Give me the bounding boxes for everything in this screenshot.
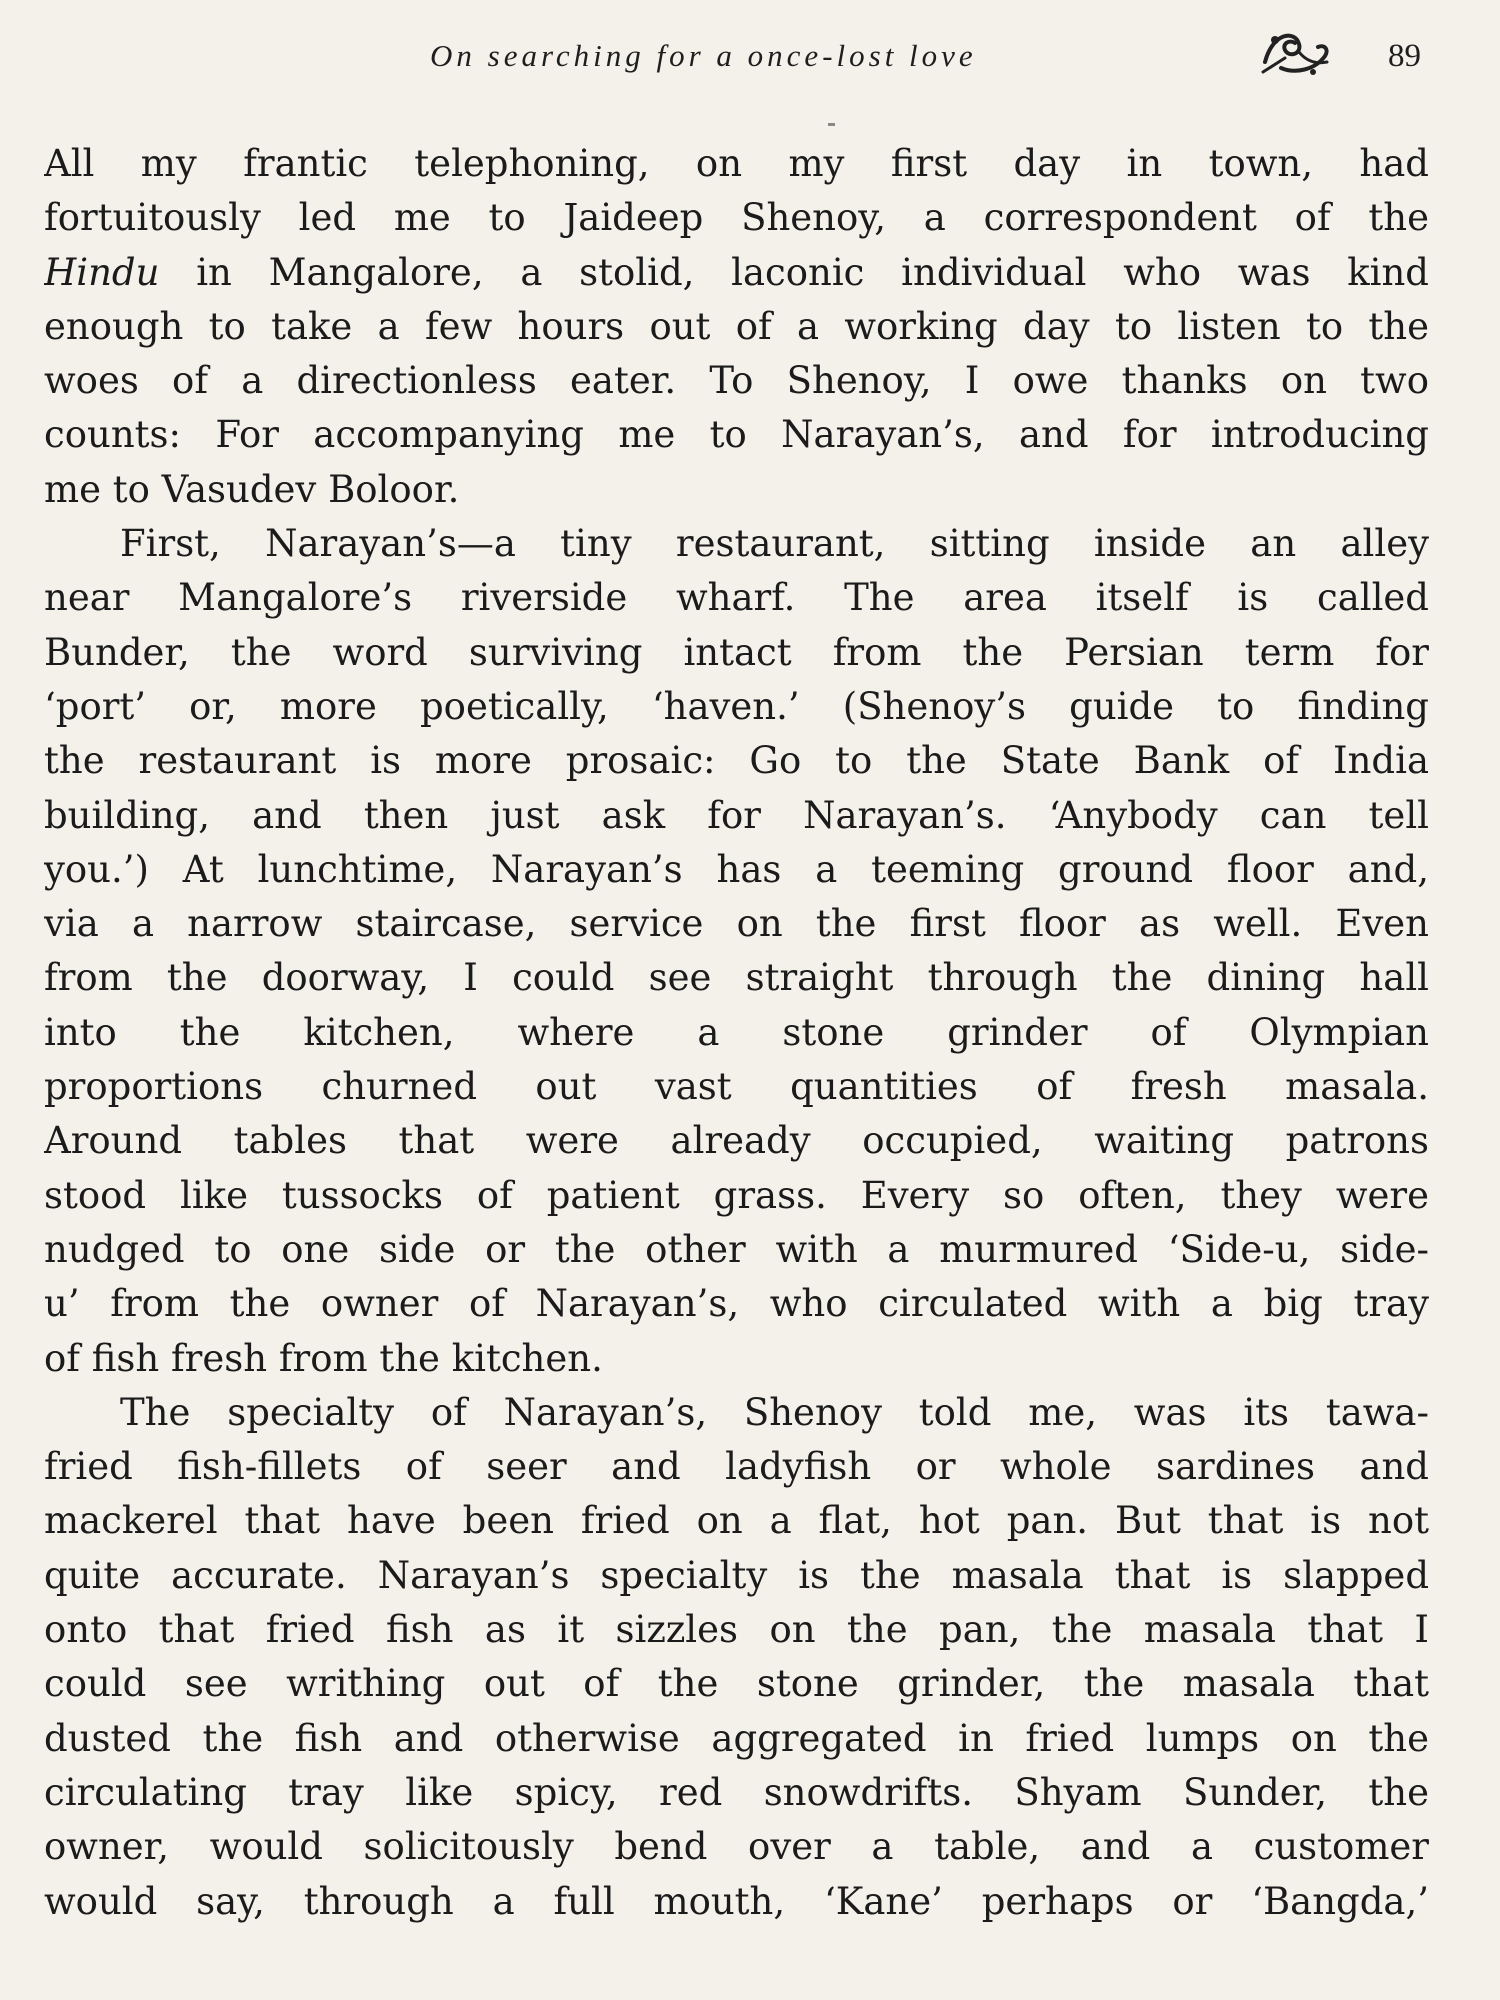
text-line: enough to take a few hours out of a working day to listen to the bbox=[44, 304, 1429, 348]
text-line: proportions churned out vast quantities of fresh masala. bbox=[44, 1065, 1429, 1109]
text-line: via a narrow staircase, service on the first floor as well. Even bbox=[44, 902, 1429, 946]
text-line: could see writhing out of the stone grinder, the masala that bbox=[44, 1662, 1429, 1706]
text-line: woes of a directionless eater. To Shenoy, I owe thanks on two bbox=[44, 359, 1429, 403]
text-line: fortuitously led me to Jaideep Shenoy, a correspondent of the bbox=[44, 196, 1429, 240]
text-line: u’ from the owner of Narayan’s, who circulated with a big tray bbox=[44, 1282, 1429, 1326]
text-line: onto that fried fish as it sizzles on the pan, the masala that I bbox=[44, 1608, 1429, 1652]
text-line: Around tables that were already occupied, waiting patrons bbox=[44, 1119, 1429, 1163]
text-line: building, and then just ask for Narayan’s. ‘Anybody can tell bbox=[44, 793, 1429, 837]
print-mark bbox=[828, 123, 835, 126]
text-line: dusted the fish and otherwise aggregated in fried lumps on the bbox=[44, 1716, 1429, 1760]
running-title: On searching for a once-lost love bbox=[430, 38, 977, 73]
text-line: you.’) At lunchtime, Narayan’s has a teeming ground floor and, bbox=[44, 847, 1429, 891]
text-line: near Mangalore’s riverside wharf. The area itself is called bbox=[44, 576, 1429, 620]
text-line: nudged to one side or the other with a murmured ‘Side-u, side- bbox=[44, 1227, 1429, 1271]
text-line: of fish fresh from the kitchen. bbox=[44, 1336, 603, 1380]
text-line: would say, through a full mouth, ‘Kane’ perhaps or ‘Bangda,’ bbox=[44, 1879, 1429, 1923]
text-line: circulating tray like spicy, red snowdrifts. Shyam Sunder, the bbox=[44, 1770, 1429, 1814]
italic-title: Hindu bbox=[44, 250, 160, 294]
text-line: The specialty of Narayan’s, Shenoy told me, was its tawa- bbox=[120, 1390, 1429, 1434]
text-line: quite accurate. Narayan’s specialty is the masala that is slapped bbox=[44, 1553, 1429, 1597]
text-line: ‘port’ or, more poetically, ‘haven.’ (Shenoy’s guide to finding bbox=[44, 684, 1429, 728]
text-line: me to Vasudev Boloor. bbox=[44, 467, 460, 511]
text-line: All my frantic telephoning, on my first day in town, had bbox=[44, 142, 1429, 185]
text-line: counts: For accompanying me to Narayan’s, and for introducing bbox=[44, 413, 1429, 457]
text-line: fried fish-fillets of seer and ladyfish or whole sardines and bbox=[44, 1445, 1429, 1489]
text-line: the restaurant is more prosaic: Go to the State Bank of India bbox=[44, 739, 1429, 783]
page-number: 89 bbox=[1388, 38, 1421, 74]
text-line: stood like tussocks of patient grass. Every so often, they were bbox=[44, 1173, 1429, 1217]
text-line: from the doorway, I could see straight through the dining hall bbox=[44, 956, 1429, 1000]
text-line-rest: in Mangalore, a stolid, laconic individual who was kind bbox=[196, 250, 1429, 294]
text-line: owner, would solicitously bend over a table, and a customer bbox=[44, 1825, 1429, 1869]
text-line: First, Narayan’s—a tiny restaurant, sitting inside an alley bbox=[120, 522, 1429, 566]
decorative-swirl-ornament-icon bbox=[1255, 22, 1335, 82]
text-line: Bunder, the word surviving intact from the Persian term for bbox=[44, 630, 1429, 674]
text-line: into the kitchen, where a stone grinder of Olympian bbox=[44, 1010, 1429, 1054]
body-text bbox=[44, 137, 1429, 1929]
text-line bbox=[44, 246, 1429, 300]
text-line: mackerel that have been fried on a flat, hot pan. But that is not bbox=[44, 1499, 1429, 1543]
